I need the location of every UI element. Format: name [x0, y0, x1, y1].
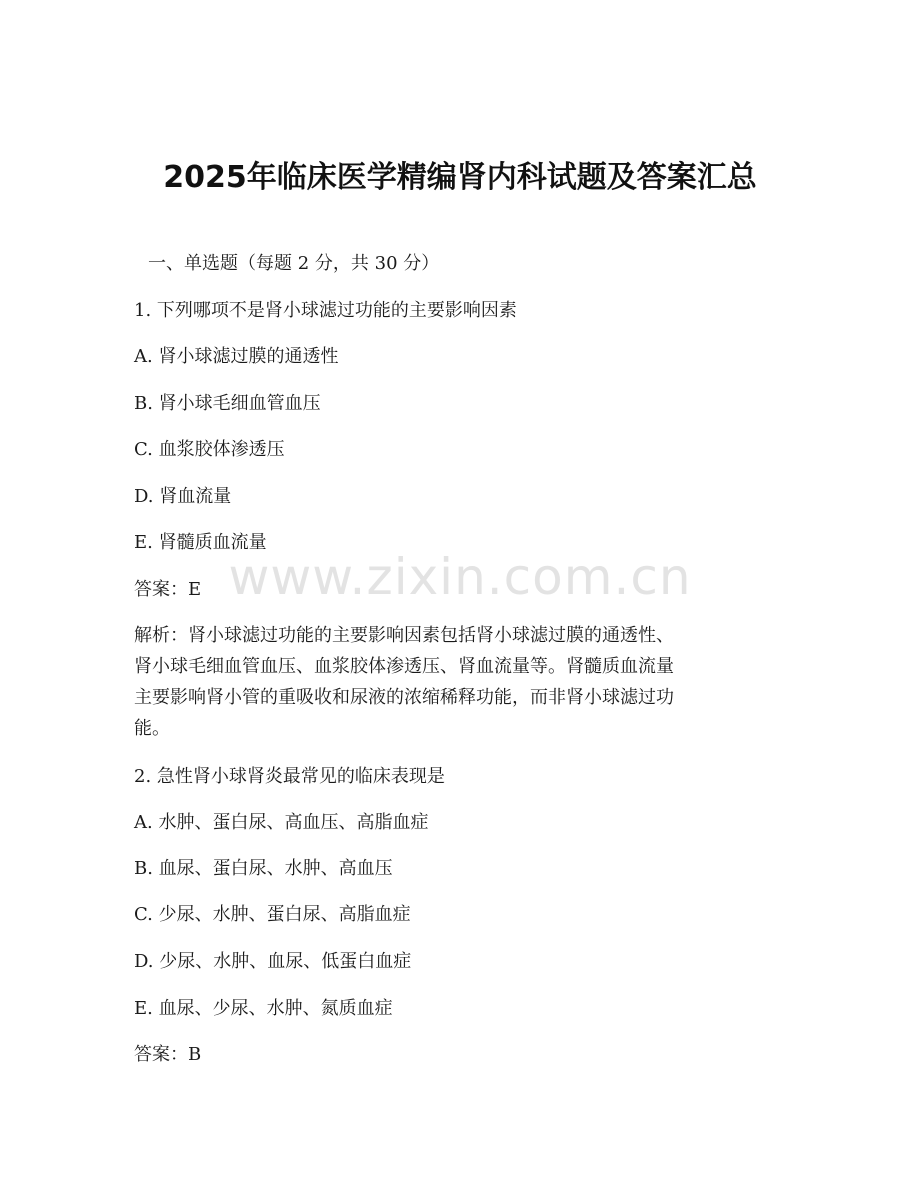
explanation-line: 主要影响肾小管的重吸收和尿液的浓缩稀释功能，而非肾小球滤过功: [134, 687, 674, 708]
question-2-option-d: D. 少尿、水肿、血尿、低蛋白血症: [134, 951, 412, 972]
question-1-option-e: E. 肾髓质血流量: [134, 532, 267, 553]
question-1-option-b: B. 肾小球毛细血管血压: [134, 393, 321, 414]
watermark: www.zixin.com.cn: [228, 548, 692, 606]
question-2-option-b: B. 血尿、蛋白尿、水肿、高血压: [134, 858, 393, 879]
explanation-line: 解析：肾小球滤过功能的主要影响因素包括肾小球滤过膜的通透性、: [134, 625, 674, 646]
question-2-option-c: C. 少尿、水肿、蛋白尿、高脂血症: [134, 904, 411, 925]
question-2-option-e: E. 血尿、少尿、水肿、氮质血症: [134, 998, 393, 1019]
question-1-stem: 1. 下列哪项不是肾小球滤过功能的主要影响因素: [134, 300, 517, 321]
question-2-answer: 答案：B: [134, 1044, 202, 1065]
question-1-explanation: [134, 620, 774, 744]
explanation-line: 肾小球毛细血管血压、血浆胶体渗透压、肾血流量等。肾髓质血流量: [134, 656, 674, 677]
question-1-option-c: C. 血浆胶体渗透压: [134, 439, 285, 460]
question-1-option-d: D. 肾血流量: [134, 486, 232, 507]
section-heading: 一、单选题（每题 2 分，共 30 分）: [148, 253, 440, 274]
explanation-line: 能。: [134, 718, 170, 739]
page-title: 2025年临床医学精编肾内科试题及答案汇总: [163, 160, 757, 195]
question-2-stem: 2. 急性肾小球肾炎最常见的临床表现是: [134, 766, 445, 787]
question-1-answer: 答案：E: [134, 579, 202, 600]
question-2-option-a: A. 水肿、蛋白尿、高血压、高脂血症: [134, 812, 429, 833]
question-1-option-a: A. 肾小球滤过膜的通透性: [134, 346, 339, 367]
